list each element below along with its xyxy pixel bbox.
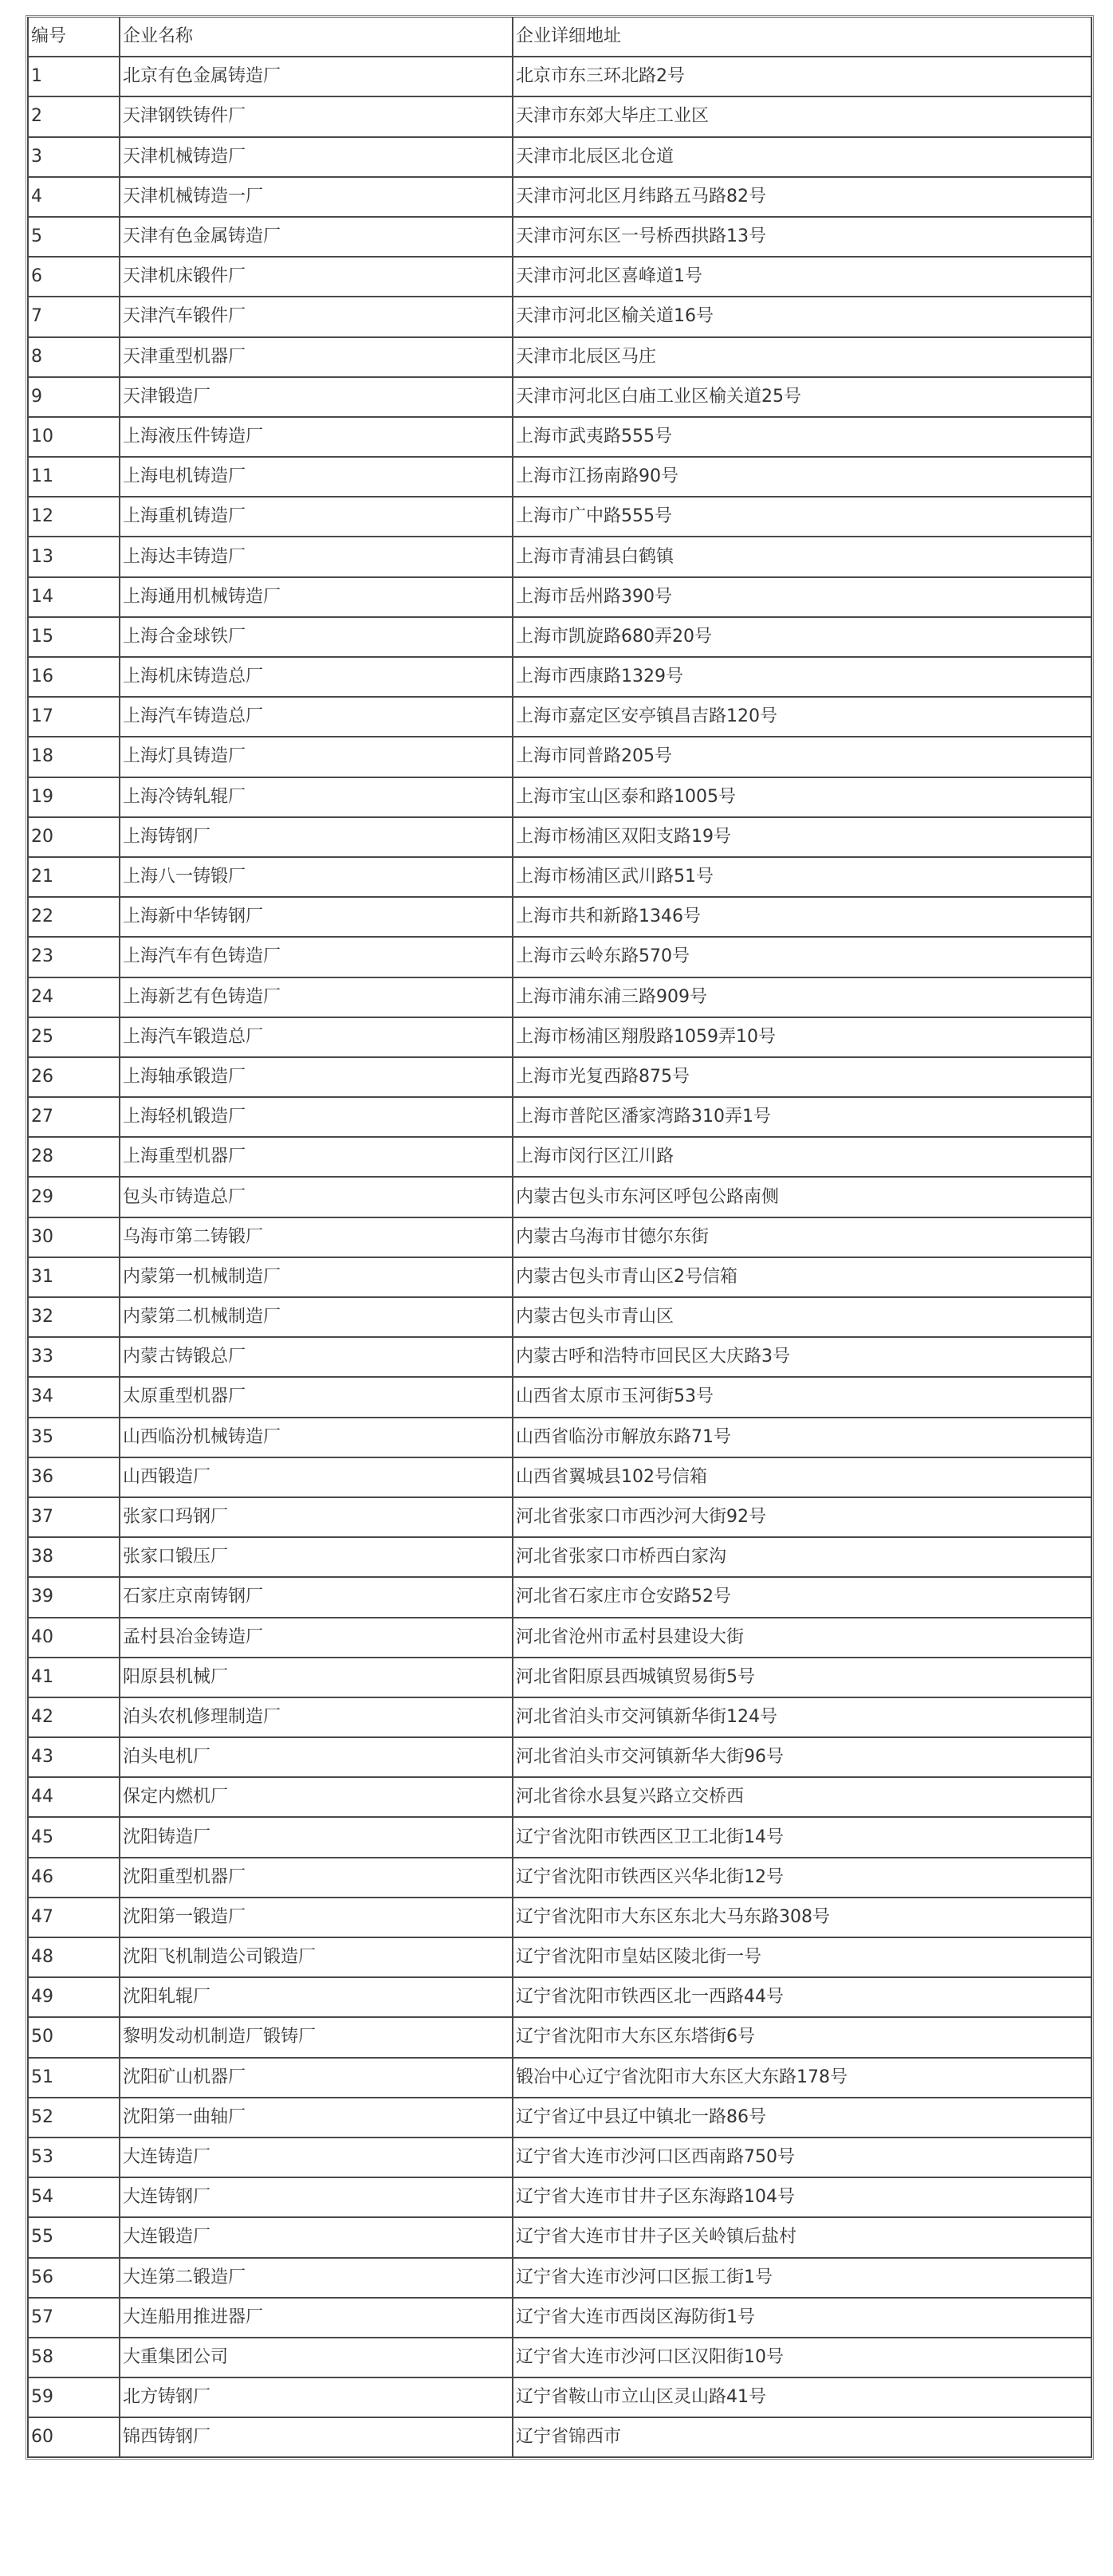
table-row [28, 2338, 1091, 2377]
company-address: 山西省翼城县102号信箱 [513, 1457, 1091, 1497]
company-name: 包头市铸造总厂 [120, 1177, 513, 1217]
company-address: 辽宁省大连市沙河口区振工街1号 [513, 2258, 1091, 2298]
company-name: 上海汽车锻造总厂 [120, 1017, 513, 1057]
company-address: 辽宁省锦西市 [513, 2417, 1091, 2457]
table-row [28, 617, 1091, 657]
company-name: 山西锻造厂 [120, 1457, 513, 1497]
header-number: 编号 [28, 18, 120, 57]
company-address: 山西省临汾市解放东路71号 [513, 1418, 1091, 1457]
row-number: 28 [28, 1137, 120, 1177]
table-row [28, 1217, 1091, 1257]
row-number: 57 [28, 2298, 120, 2338]
table-row [28, 977, 1091, 1017]
company-address: 上海市杨浦区翔殷路1059弄10号 [513, 1017, 1091, 1057]
company-name: 上海轴承锻造厂 [120, 1057, 513, 1097]
table-row [28, 2098, 1091, 2137]
row-number: 17 [28, 697, 120, 737]
company-name: 上海冷铸轧辊厂 [120, 777, 513, 817]
table-row [28, 857, 1091, 897]
row-number: 35 [28, 1418, 120, 1457]
company-address: 河北省沧州市孟村县建设大街 [513, 1618, 1091, 1658]
company-name: 上海轻机锻造厂 [120, 1097, 513, 1137]
row-number: 41 [28, 1658, 120, 1697]
company-address: 北京市东三环北路2号 [513, 57, 1091, 96]
row-number: 56 [28, 2258, 120, 2298]
company-address: 天津市河北区白庙工业区榆关道25号 [513, 377, 1091, 417]
company-address: 上海市江扬南路90号 [513, 457, 1091, 497]
company-address: 天津市河北区榆关道16号 [513, 297, 1091, 336]
company-address: 辽宁省沈阳市铁西区北一西路44号 [513, 1977, 1091, 2017]
table-row [28, 817, 1091, 857]
company-address: 辽宁省大连市甘井子区东海路104号 [513, 2177, 1091, 2217]
company-address: 上海市闵行区江川路 [513, 1137, 1091, 1177]
row-number: 38 [28, 1537, 120, 1577]
enterprise-table-container [26, 15, 1094, 2460]
table-row [28, 577, 1091, 617]
table-row [28, 1497, 1091, 1537]
company-name: 上海新中华铸钢厂 [120, 897, 513, 937]
row-number: 29 [28, 1177, 120, 1217]
row-number: 23 [28, 937, 120, 977]
row-number: 6 [28, 257, 120, 297]
table-row [28, 1377, 1091, 1417]
table-row [28, 2258, 1091, 2298]
company-address: 上海市宝山区泰和路1005号 [513, 777, 1091, 817]
table-row [28, 1977, 1091, 2017]
company-address: 内蒙古乌海市甘德尔东街 [513, 1217, 1091, 1257]
company-name: 内蒙第一机械制造厂 [120, 1257, 513, 1297]
company-name: 上海电机铸造厂 [120, 457, 513, 497]
table-row [28, 57, 1091, 96]
company-name: 大连铸造厂 [120, 2137, 513, 2177]
company-name: 上海液压件铸造厂 [120, 417, 513, 457]
company-address: 上海市光复西路875号 [513, 1057, 1091, 1097]
table-header-row [28, 18, 1091, 57]
company-name: 上海铸钢厂 [120, 817, 513, 857]
company-address: 天津市北辰区北仓道 [513, 137, 1091, 177]
row-number: 15 [28, 617, 120, 657]
company-name: 黎明发动机制造厂锻铸厂 [120, 2017, 513, 2057]
company-name: 孟村县冶金铸造厂 [120, 1618, 513, 1658]
table-row [28, 1618, 1091, 1658]
table-row [28, 1858, 1091, 1898]
company-name: 内蒙第二机械制造厂 [120, 1297, 513, 1337]
header-company-address: 企业详细地址 [513, 18, 1091, 57]
row-number: 13 [28, 537, 120, 576]
company-address: 内蒙古呼和浩特市回民区大庆路3号 [513, 1337, 1091, 1377]
table-row [28, 1137, 1091, 1177]
row-number: 27 [28, 1097, 120, 1137]
table-row [28, 2298, 1091, 2338]
row-number: 58 [28, 2338, 120, 2377]
company-name: 阳原县机械厂 [120, 1658, 513, 1697]
table-row [28, 337, 1091, 377]
company-name: 天津汽车锻件厂 [120, 297, 513, 336]
company-name: 天津有色金属铸造厂 [120, 217, 513, 257]
table-row [28, 777, 1091, 817]
company-address: 河北省石家庄市仓安路52号 [513, 1577, 1091, 1617]
row-number: 52 [28, 2098, 120, 2137]
table-row [28, 497, 1091, 537]
company-name: 上海灯具铸造厂 [120, 737, 513, 777]
table-row [28, 1817, 1091, 1857]
company-address: 辽宁省大连市沙河口区汉阳街10号 [513, 2338, 1091, 2377]
row-number: 19 [28, 777, 120, 817]
company-name: 张家口玛钢厂 [120, 1497, 513, 1537]
company-name: 乌海市第二铸锻厂 [120, 1217, 513, 1257]
company-name: 内蒙古铸锻总厂 [120, 1337, 513, 1377]
row-number: 47 [28, 1898, 120, 1937]
company-name: 上海达丰铸造厂 [120, 537, 513, 576]
company-name: 天津重型机器厂 [120, 337, 513, 377]
company-address: 辽宁省辽中县辽中镇北一路86号 [513, 2098, 1091, 2137]
company-address: 上海市武夷路555号 [513, 417, 1091, 457]
company-address: 上海市广中路555号 [513, 497, 1091, 537]
company-address: 天津市河东区一号桥西拱路13号 [513, 217, 1091, 257]
row-number: 20 [28, 817, 120, 857]
company-name: 沈阳第一曲轴厂 [120, 2098, 513, 2137]
table-row [28, 177, 1091, 217]
row-number: 49 [28, 1977, 120, 2017]
row-number: 55 [28, 2217, 120, 2257]
company-name: 泊头电机厂 [120, 1737, 513, 1777]
table-row [28, 1577, 1091, 1617]
table-row [28, 2017, 1091, 2057]
row-number: 32 [28, 1297, 120, 1337]
company-name: 锦西铸钢厂 [120, 2417, 513, 2457]
company-name: 上海合金球铁厂 [120, 617, 513, 657]
company-name: 沈阳重型机器厂 [120, 1858, 513, 1898]
company-address: 上海市共和新路1346号 [513, 897, 1091, 937]
row-number: 1 [28, 57, 120, 96]
table-row [28, 1257, 1091, 1297]
company-name: 山西临汾机械铸造厂 [120, 1418, 513, 1457]
company-address: 辽宁省沈阳市大东区东塔街6号 [513, 2017, 1091, 2057]
row-number: 12 [28, 497, 120, 537]
table-body [28, 57, 1091, 2457]
table-row [28, 2417, 1091, 2457]
row-number: 22 [28, 897, 120, 937]
row-number: 26 [28, 1057, 120, 1097]
company-address: 河北省徐水县复兴路立交桥西 [513, 1777, 1091, 1817]
company-address: 天津市河北区喜峰道1号 [513, 257, 1091, 297]
company-address: 上海市杨浦区双阳支路19号 [513, 817, 1091, 857]
company-name: 上海通用机械铸造厂 [120, 577, 513, 617]
table-row [28, 1658, 1091, 1697]
table-row [28, 417, 1091, 457]
company-name: 张家口锻压厂 [120, 1537, 513, 1577]
company-name: 太原重型机器厂 [120, 1377, 513, 1417]
row-number: 7 [28, 297, 120, 336]
company-name: 天津锻造厂 [120, 377, 513, 417]
row-number: 14 [28, 577, 120, 617]
company-name: 北方铸钢厂 [120, 2377, 513, 2417]
company-address: 天津市北辰区马庄 [513, 337, 1091, 377]
table-row [28, 1097, 1091, 1137]
row-number: 45 [28, 1817, 120, 1857]
row-number: 34 [28, 1377, 120, 1417]
company-name: 上海重型机器厂 [120, 1137, 513, 1177]
company-address: 辽宁省大连市西岗区海防街1号 [513, 2298, 1091, 2338]
row-number: 36 [28, 1457, 120, 1497]
company-name: 大连铸钢厂 [120, 2177, 513, 2217]
company-name: 上海重机铸造厂 [120, 497, 513, 537]
row-number: 51 [28, 2058, 120, 2098]
table-row [28, 377, 1091, 417]
row-number: 60 [28, 2417, 120, 2457]
company-address: 上海市岳州路390号 [513, 577, 1091, 617]
header-company-name: 企业名称 [120, 18, 513, 57]
company-name: 保定内燃机厂 [120, 1777, 513, 1817]
company-name: 天津机械铸造厂 [120, 137, 513, 177]
row-number: 18 [28, 737, 120, 777]
company-name: 大连第二锻造厂 [120, 2258, 513, 2298]
company-address: 山西省太原市玉河街53号 [513, 1377, 1091, 1417]
company-name: 上海新艺有色铸造厂 [120, 977, 513, 1017]
company-address: 上海市普陀区潘家湾路310弄1号 [513, 1097, 1091, 1137]
company-name: 天津钢铁铸件厂 [120, 96, 513, 136]
company-address: 河北省泊头市交河镇新华大街96号 [513, 1737, 1091, 1777]
table-row [28, 1418, 1091, 1457]
row-number: 46 [28, 1858, 120, 1898]
table-row [28, 1177, 1091, 1217]
row-number: 8 [28, 337, 120, 377]
table-row [28, 537, 1091, 576]
row-number: 33 [28, 1337, 120, 1377]
row-number: 39 [28, 1577, 120, 1617]
row-number: 48 [28, 1937, 120, 1977]
company-address: 上海市西康路1329号 [513, 657, 1091, 697]
table-row [28, 297, 1091, 336]
table-row [28, 1017, 1091, 1057]
table-row [28, 697, 1091, 737]
row-number: 37 [28, 1497, 120, 1537]
company-name: 沈阳铸造厂 [120, 1817, 513, 1857]
company-name: 大连船用推进器厂 [120, 2298, 513, 2338]
company-name: 上海汽车铸造总厂 [120, 697, 513, 737]
row-number: 3 [28, 137, 120, 177]
table-row [28, 2177, 1091, 2217]
company-address: 河北省张家口市桥西白家沟 [513, 1537, 1091, 1577]
company-name: 天津机床锻件厂 [120, 257, 513, 297]
company-name: 北京有色金属铸造厂 [120, 57, 513, 96]
table-row [28, 2137, 1091, 2177]
row-number: 31 [28, 1257, 120, 1297]
table-row [28, 2377, 1091, 2417]
company-address: 上海市嘉定区安亭镇昌吉路120号 [513, 697, 1091, 737]
table-row [28, 1898, 1091, 1937]
table-row [28, 1537, 1091, 1577]
row-number: 24 [28, 977, 120, 1017]
company-address: 内蒙古包头市东河区呼包公路南侧 [513, 1177, 1091, 1217]
company-address: 河北省阳原县西城镇贸易街5号 [513, 1658, 1091, 1697]
company-address: 上海市浦东浦三路909号 [513, 977, 1091, 1017]
company-name: 沈阳轧辊厂 [120, 1977, 513, 2017]
table-row [28, 1937, 1091, 1977]
company-address: 辽宁省大连市甘井子区关岭镇后盐村 [513, 2217, 1091, 2257]
company-name: 沈阳矿山机器厂 [120, 2058, 513, 2098]
company-address: 河北省泊头市交河镇新华街124号 [513, 1697, 1091, 1737]
row-number: 40 [28, 1618, 120, 1658]
company-name: 石家庄京南铸钢厂 [120, 1577, 513, 1617]
company-address: 辽宁省沈阳市铁西区兴华北街12号 [513, 1858, 1091, 1898]
company-address: 内蒙古包头市青山区2号信箱 [513, 1257, 1091, 1297]
table-row [28, 137, 1091, 177]
company-name: 大重集团公司 [120, 2338, 513, 2377]
row-number: 59 [28, 2377, 120, 2417]
enterprise-table [27, 17, 1092, 2458]
table-row [28, 897, 1091, 937]
row-number: 9 [28, 377, 120, 417]
row-number: 25 [28, 1017, 120, 1057]
row-number: 54 [28, 2177, 120, 2217]
company-name: 沈阳第一锻造厂 [120, 1898, 513, 1937]
company-address: 天津市东郊大毕庄工业区 [513, 96, 1091, 136]
table-row [28, 1737, 1091, 1777]
table-row [28, 1337, 1091, 1377]
company-name: 沈阳飞机制造公司锻造厂 [120, 1937, 513, 1977]
company-address: 天津市河北区月纬路五马路82号 [513, 177, 1091, 217]
row-number: 4 [28, 177, 120, 217]
company-address: 锻冶中心辽宁省沈阳市大东区大东路178号 [513, 2058, 1091, 2098]
table-row [28, 257, 1091, 297]
row-number: 21 [28, 857, 120, 897]
table-row [28, 1297, 1091, 1337]
company-address: 辽宁省沈阳市皇姑区陵北街一号 [513, 1937, 1091, 1977]
table-row [28, 2217, 1091, 2257]
table-row [28, 1777, 1091, 1817]
table-row [28, 1057, 1091, 1097]
row-number: 42 [28, 1697, 120, 1737]
company-address: 内蒙古包头市青山区 [513, 1297, 1091, 1337]
company-name: 大连锻造厂 [120, 2217, 513, 2257]
table-row [28, 457, 1091, 497]
row-number: 16 [28, 657, 120, 697]
table-row [28, 2058, 1091, 2098]
company-name: 上海机床铸造总厂 [120, 657, 513, 697]
row-number: 44 [28, 1777, 120, 1817]
company-address: 河北省张家口市西沙河大街92号 [513, 1497, 1091, 1537]
row-number: 53 [28, 2137, 120, 2177]
company-address: 上海市杨浦区武川路51号 [513, 857, 1091, 897]
table-row [28, 96, 1091, 136]
company-address: 辽宁省鞍山市立山区灵山路41号 [513, 2377, 1091, 2417]
table-row [28, 657, 1091, 697]
row-number: 43 [28, 1737, 120, 1777]
row-number: 30 [28, 1217, 120, 1257]
company-address: 上海市凯旋路680弄20号 [513, 617, 1091, 657]
row-number: 5 [28, 217, 120, 257]
table-row [28, 937, 1091, 977]
company-address: 上海市青浦县白鹤镇 [513, 537, 1091, 576]
company-address: 辽宁省沈阳市铁西区卫工北街14号 [513, 1817, 1091, 1857]
company-name: 上海八一铸锻厂 [120, 857, 513, 897]
table-row [28, 737, 1091, 777]
company-name: 上海汽车有色铸造厂 [120, 937, 513, 977]
row-number: 2 [28, 96, 120, 136]
row-number: 50 [28, 2017, 120, 2057]
row-number: 11 [28, 457, 120, 497]
company-address: 上海市同普路205号 [513, 737, 1091, 777]
company-address: 辽宁省大连市沙河口区西南路750号 [513, 2137, 1091, 2177]
company-address: 辽宁省沈阳市大东区东北大马东路308号 [513, 1898, 1091, 1937]
company-name: 泊头农机修理制造厂 [120, 1697, 513, 1737]
table-row [28, 1697, 1091, 1737]
company-name: 天津机械铸造一厂 [120, 177, 513, 217]
company-address: 上海市云岭东路570号 [513, 937, 1091, 977]
table-row [28, 217, 1091, 257]
table-row [28, 1457, 1091, 1497]
row-number: 10 [28, 417, 120, 457]
